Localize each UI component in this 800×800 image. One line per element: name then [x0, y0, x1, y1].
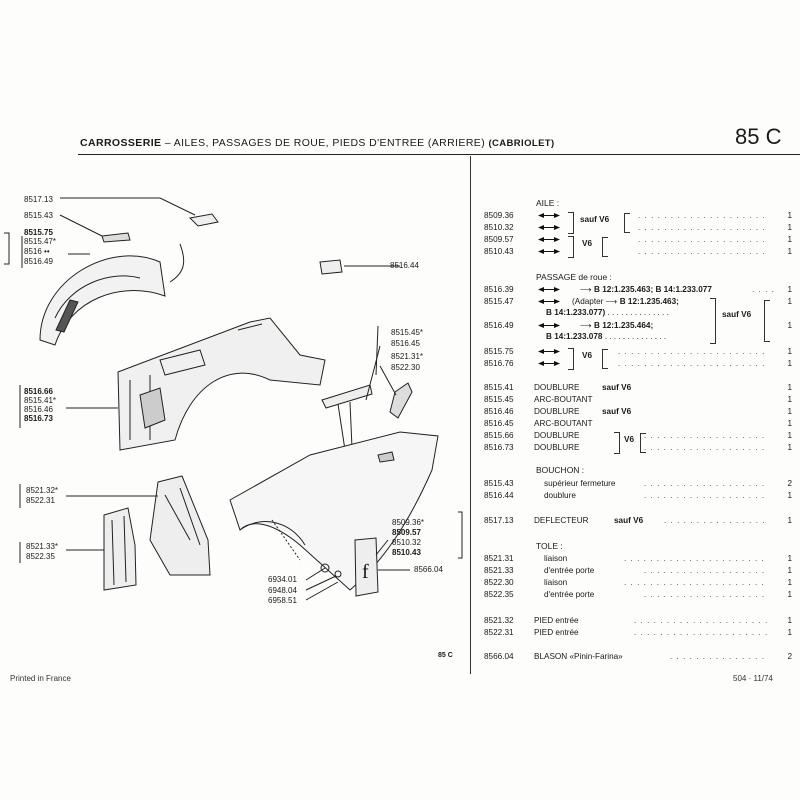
page-code: 85 C: [735, 124, 782, 149]
title-tag: (CABRIOLET): [488, 138, 555, 149]
part-row: 8515.43 supérieur fermeture . . . . . . . . . . . . . . . . . . . 2: [484, 479, 792, 488]
part-desc: d'entrée porte: [544, 590, 595, 599]
door-pillar-b: [104, 508, 136, 590]
part-qty: 2: [787, 479, 792, 488]
bracket: [614, 432, 620, 454]
doublure-part: [320, 260, 342, 274]
callout-label: 8515.43: [24, 211, 53, 220]
part-row: [484, 418, 794, 429]
passage-note-c: ⟶ B 12:1.235.464;: [580, 321, 654, 330]
part-code: 8509.57: [484, 235, 514, 244]
exploded-parts-drawing: [0, 150, 470, 670]
part-qty: 1: [787, 419, 792, 428]
part-qty: 1: [787, 566, 792, 575]
callout-label: 8515.41*: [24, 396, 57, 405]
part-code: 8516.76: [484, 359, 514, 368]
title-rest: – AILES, PASSAGES DE ROUE, PIEDS D'ENTREE (ARRIERE): [161, 137, 489, 149]
deflector-part: [190, 214, 218, 226]
part-qty: 1: [787, 285, 792, 294]
callout-label: 8509.36*: [392, 518, 425, 527]
part-row: [484, 394, 794, 405]
callout-label: 8515.75: [24, 228, 53, 237]
part-code: 8522.35: [484, 590, 514, 599]
part-code: 8515.43: [484, 479, 514, 488]
passage-note-c2: B 14:1.233.078 . . . . . . . . . . . . . .: [546, 332, 667, 341]
part-code: 8516.46: [484, 407, 514, 416]
part-qty: 1: [787, 297, 792, 306]
part-row: 8515.41 DOUBLURE sauf V6 1: [484, 383, 792, 392]
part-desc: DOUBLURE: [534, 407, 580, 416]
part-row: 8510.43 . . . . . . . . . . . . . . . . . . . . 1: [484, 247, 792, 256]
bracket: [602, 237, 608, 257]
part-qty: 1: [787, 590, 792, 599]
part-row: 8516.44 doublure . . . . . . . . . . . . . . . . . . . 1: [484, 491, 792, 500]
part-row: 8516.73 DOUBLURE . . . . . . . . . . . . . . . . . . . 1: [484, 443, 792, 452]
callout-label: 8516.45: [391, 339, 420, 348]
double-arrow-icon: [538, 361, 560, 366]
title-main: CARROSSERIE: [80, 137, 162, 149]
part-code: 8516.45: [484, 419, 514, 428]
callout-label: 8516.66: [24, 387, 53, 396]
part-row: 8522.30 liaison . . . . . . . . . . . . . . . . . . . . . . 1: [484, 578, 792, 587]
bracket: [602, 349, 608, 369]
part-row: 8515.75 . . . . . . . . . . . . . . . . . . . . . . . 1: [484, 347, 792, 356]
part-desc: ARC-BOUTANT: [534, 395, 593, 404]
bracket: [624, 213, 630, 233]
double-arrow-icon: [538, 287, 560, 292]
double-arrow-icon: [538, 237, 560, 242]
v6-note: V6: [582, 239, 593, 248]
part-code: 8516.44: [484, 491, 514, 500]
bracket: [568, 236, 574, 258]
door-pillar-a: [150, 476, 210, 575]
part-qty: 1: [787, 407, 792, 416]
bracket: [710, 298, 716, 344]
part-row: 8516.46 DOUBLURE sauf V6 1: [484, 407, 792, 416]
part-qty: 1: [787, 628, 792, 637]
callout-label: 6948.04: [268, 586, 297, 595]
callout-label: 8510.43: [392, 548, 421, 557]
part-qty: 1: [787, 578, 792, 587]
double-arrow-icon: [538, 349, 560, 354]
passage-note-a: ⟶ B 12:1.235.463; B 14:1.233.077: [580, 285, 712, 294]
part-code: 8521.32: [484, 616, 514, 625]
part-code: 8515.47: [484, 297, 514, 306]
section-tole: TOLE :: [536, 541, 563, 551]
part-code: 8517.13: [484, 516, 514, 525]
double-arrow-icon: [538, 299, 560, 304]
callout-label: 8516 ••: [24, 247, 50, 256]
bracket: [640, 433, 646, 453]
part-code: 8516.39: [484, 285, 514, 294]
part-qty: 1: [787, 383, 792, 392]
callout-label: 8522.30: [391, 363, 420, 372]
inner-wheel-arch: [40, 256, 165, 345]
part-code: 8522.30: [484, 578, 514, 587]
part-row: 8522.31 PIED entrée . . . . . . . . . . . . . . . . . . . . . 1: [484, 628, 792, 637]
part-desc: PIED entrée: [534, 616, 579, 625]
double-arrow-icon: [538, 249, 560, 254]
part-row: 8517.13 DEFLECTEUR sauf V6 . . . . . . . . . . . . . . . . 1: [484, 516, 792, 525]
part-desc: supérieur fermeture: [544, 479, 616, 488]
callout-label: 8516.44: [390, 261, 419, 270]
callout-label: 8515.47*: [24, 237, 57, 246]
arc-boutant-part: [322, 385, 372, 408]
part-code: 8515.66: [484, 431, 514, 440]
part-code: 8522.31: [484, 628, 514, 637]
part-qty: 1: [787, 235, 792, 244]
callout-label: 8521.32*: [26, 486, 59, 495]
passage-note-b3: B 14:1.233.077) . . . . . . . . . . . . . .: [546, 308, 669, 317]
inner-panel: [118, 318, 325, 450]
part-row: 8516.39 . . . . 1: [484, 285, 792, 294]
callout-label: 6958.51: [268, 596, 297, 605]
part-qty: 1: [787, 247, 792, 256]
part-code: 8521.31: [484, 554, 514, 563]
bracket: [764, 300, 770, 342]
drawing-code: 85 C: [438, 652, 453, 659]
part-qty: 1: [787, 321, 792, 330]
part-qty: 1: [787, 395, 792, 404]
part-row: 8521.31 liaison . . . . . . . . . . . . . . . . . . . . . . 1: [484, 554, 792, 563]
part-code: 8515.75: [484, 347, 514, 356]
part-code: 8510.43: [484, 247, 514, 256]
part-code: 8510.32: [484, 223, 514, 232]
callout-label: 8516.46: [24, 405, 53, 414]
callout-label: 8510.32: [392, 538, 421, 547]
callout-label: 8522.35: [26, 552, 55, 561]
column-divider: [470, 156, 471, 674]
part-desc: DOUBLURE: [534, 443, 580, 452]
deflector-strut: [170, 244, 184, 282]
part-row: 8521.32 PIED entrée . . . . . . . . . . . . . . . . . . . . . 1: [484, 616, 792, 625]
part-desc: doublure: [544, 491, 576, 500]
part-row: 8522.35 d'entrée porte . . . . . . . . . . . . . . . . . . . 1: [484, 590, 792, 599]
part-row: 8566.04 BLASON «Pinin-Farina» . . . . . . . . . . . . . . . 2: [484, 652, 792, 661]
bouchon-part: [102, 233, 130, 242]
callout-label: 8521.33*: [26, 542, 59, 551]
section-passage: PASSAGE de roue :: [536, 272, 612, 282]
double-arrow-icon: [538, 225, 560, 230]
part-qty: 1: [787, 491, 792, 500]
part-desc: DOUBLURE: [534, 431, 580, 440]
part-qty: 1: [787, 223, 792, 232]
sauf-v6-note: sauf V6: [580, 215, 610, 224]
part-qty: 1: [787, 554, 792, 563]
part-code: 8509.36: [484, 211, 514, 220]
callout-label: 8516.49: [24, 257, 53, 266]
double-arrow-icon: [538, 323, 560, 328]
part-desc: PIED entrée: [534, 628, 579, 637]
part-code: 8521.33: [484, 566, 514, 575]
part-row: 8510.32 . . . . . . . . . . . . . . . . . . . . 1: [484, 223, 792, 232]
part-desc: DEFLECTEUR: [534, 516, 589, 525]
callout-label: 8516.73: [24, 414, 53, 423]
part-qty: 1: [787, 616, 792, 625]
double-arrow-icon: [538, 213, 560, 218]
callout-label: 8517.13: [24, 195, 53, 204]
part-row: 8509.57 . . . . . . . . . . . . . . . . . . . . 1: [484, 235, 792, 244]
part-desc: d'entrée porte: [544, 566, 595, 575]
section-aile: AILE :: [536, 198, 560, 208]
bracket: [568, 212, 574, 234]
part-code: 8516.49: [484, 321, 514, 330]
part-row: 8509.36 . . . . . . . . . . . . . . . . . . . . 1: [484, 211, 792, 220]
part-desc: ARC-BOUTANT: [534, 419, 593, 428]
part-code: 8566.04: [484, 652, 514, 661]
part-qty: 1: [787, 211, 792, 220]
part-code: 8515.41: [484, 383, 514, 392]
part-desc: DOUBLURE: [534, 383, 580, 392]
part-desc: liaison: [544, 554, 568, 563]
v6-note: V6: [582, 351, 593, 360]
printed-in: Printed in France: [10, 674, 71, 683]
callout-label: 8522.31: [26, 496, 55, 505]
part-qty: 1: [787, 431, 792, 440]
part-qty: 1: [787, 516, 792, 525]
v6-note: V6: [624, 435, 635, 444]
rear-wing: [230, 432, 438, 590]
callout-label: 8521.31*: [391, 352, 424, 361]
part-desc: BLASON «Pinin-Farina»: [534, 652, 623, 661]
doc-reference: 504 · 11/74: [733, 674, 773, 683]
part-qty: 2: [787, 652, 792, 661]
bracket: [568, 348, 574, 370]
part-code: 8516.73: [484, 443, 514, 452]
callout-label: 6934.01: [268, 575, 297, 584]
part-desc: liaison: [544, 578, 568, 587]
part-code: 8515.45: [484, 395, 514, 404]
svg-text:f: f: [362, 561, 369, 583]
callout-label: 8509.57: [392, 528, 421, 537]
callout-label: 8566.04: [414, 565, 443, 574]
part-qty: 1: [787, 359, 792, 368]
part-row: 8515.66 DOUBLURE . . . . . . . . . . . . . . . . . . . 1: [484, 431, 792, 440]
passage-note-b: (Adapter ⟶ B 12:1.235.463;: [572, 297, 679, 306]
sauf-v6-note: sauf V6: [722, 310, 752, 319]
part-qty: 1: [787, 347, 792, 356]
part-row: 8521.33 d'entrée porte . . . . . . . . . . . . . . . . . . . 1: [484, 566, 792, 575]
part-row: 8516.76 . . . . . . . . . . . . . . . . . . . . . . . 1: [484, 359, 792, 368]
part-qty: 1: [787, 443, 792, 452]
page-title: [80, 137, 555, 149]
section-bouchon: BOUCHON :: [536, 465, 585, 475]
callout-label: 8515.45*: [391, 328, 424, 337]
